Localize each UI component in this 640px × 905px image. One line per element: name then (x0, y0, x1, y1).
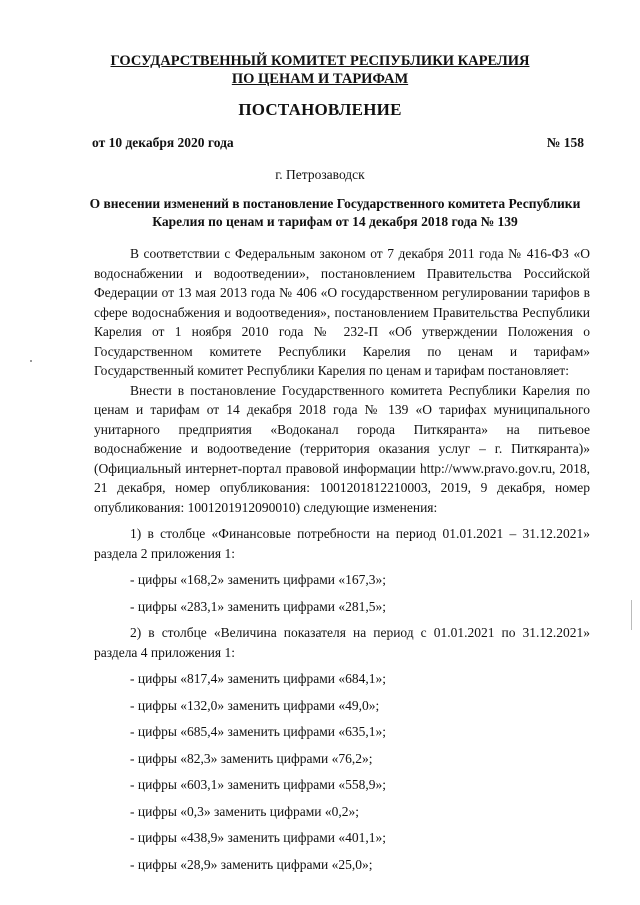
amendment-subitem: - цифры «685,4» заменить цифрами «635,1»; (130, 724, 386, 739)
issuing-organization (0, 52, 640, 88)
scan-margin-mark (631, 600, 632, 630)
amendment-item-2: 2) в столбце «Величина показателя на период с 01.01.2021 по 31.12.2021» раздела 4 приложения 1: (94, 625, 590, 660)
amendment-subitem: - цифры «0,3» заменить цифрами «0,2»; (130, 803, 359, 819)
document-date: от 10 декабря 2020 года (92, 135, 234, 150)
scan-speck (30, 360, 32, 362)
org-line-2: ПО ЦЕНАМ И ТАРИФАМ (231, 71, 409, 87)
document-body (94, 244, 590, 874)
amendment-subitem: - цифры «132,0» заменить цифрами «49,0»; (130, 697, 380, 713)
amendment-subitem: - цифры «168,2» заменить цифрами «167,3»; (130, 572, 386, 587)
amendment-subitem: - цифры «28,9» заменить цифрами «25,0»; (130, 856, 373, 872)
amendment-subitem: - цифры «603,1» заменить цифрами «558,9»; (130, 777, 386, 792)
amendment-subitem: - цифры «438,9» заменить цифрами «401,1»; (130, 830, 386, 845)
amendment-item-1: 1) в столбце «Финансовые потребности на период 01.01.2021 – 31.12.2021» раздела 2 приложения 1: (94, 526, 590, 561)
document-city: г. Петрозаводск (275, 167, 365, 182)
amendment-subitem: - цифры «817,4» заменить цифрами «684,1»; (130, 671, 386, 686)
document-type: ПОСТАНОВЛЕНИЕ (238, 100, 402, 119)
main-paragraph: Внести в постановление Государственного комитета Республики Карелия по ценам и тарифам от 14 декабря 2018 года № 139 «О тарифах муниципального унитарного предприятия «Водоканал города Питкяранта» на питьевое водоснабжение и водоотведение (территория оказания услуг – г. Питкяранта)» (Официальный интернет-портал правовой информации http://www.pravo.gov.ru, 2018, 21 декабря, номер опубликования: 1001201812210003, 2019, 9 декабря, номер опубликования: 1001201912090010) следующие изменения: (94, 382, 590, 515)
amendment-subitem: - цифры «283,1» заменить цифрами «281,5»; (130, 598, 386, 614)
document-number: № 158 (546, 135, 584, 150)
preamble-paragraph: В соответствии с Федеральным законом от 7 декабря 2011 года № 416-ФЗ «О водоснабжении и водоотведении», постановлением Правительства Российской Федерации от 13 мая 2013 года № 406 «О государственном регулировании тарифов в сфере водоснабжения и водоотведения», постановлением Правительства Республики Карелия от 1 ноября 2010 года № 232-П «Об утверждении Положения о Государственном комитете Республики Карелия по ценам и тарифам» Государственный комитет Республики Карелия по ценам и тарифам постановляет: (94, 246, 590, 378)
document-subject: О внесении изменений в постановление Государственного комитета Республики Карелия по ценам и тарифам от 14 декабря 2018 года № 139 (89, 196, 581, 229)
org-line-1: ГОСУДАРСТВЕННЫЙ КОМИТЕТ РЕСПУБЛИКИ КАРЕЛИЯ (110, 53, 530, 69)
amendment-subitem: - цифры «82,3» заменить цифрами «76,2»; (130, 750, 373, 766)
